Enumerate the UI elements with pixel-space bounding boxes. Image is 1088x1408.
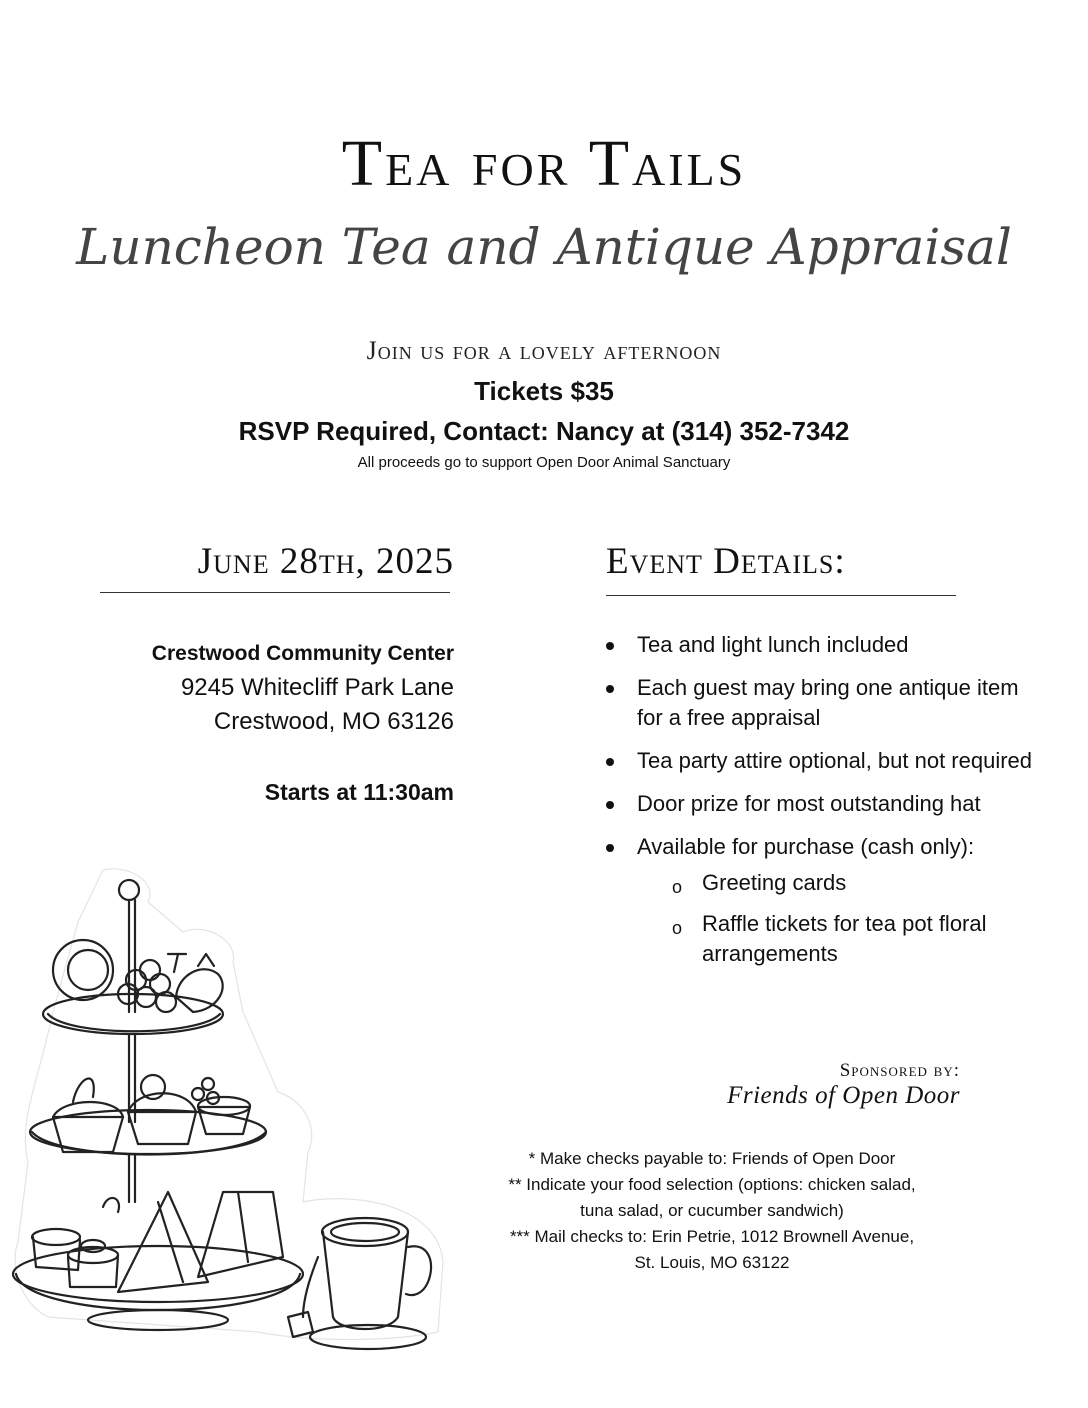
- payment-line: St. Louis, MO 63122: [634, 1253, 790, 1272]
- bullet-icon: [606, 642, 614, 650]
- sponsor-label: Sponsored by:: [839, 1060, 960, 1081]
- event-title: Tea for Tails: [341, 127, 747, 200]
- event-date: June 28th, 2025: [197, 541, 454, 582]
- event-details-heading: Event Details:: [606, 541, 846, 582]
- event-details-list: [606, 630, 1036, 980]
- payment-line: tuna salad, or cucumber sandwich): [580, 1201, 844, 1220]
- sub-list-item: [606, 909, 1036, 969]
- proceeds-note: All proceeds go to support Open Door Animal Sanctuary: [357, 454, 731, 471]
- start-time: Starts at 11:30am: [264, 779, 454, 805]
- details-divider: [606, 595, 956, 596]
- sub-item-text: Greeting cards: [702, 870, 847, 895]
- payment-line: *** Mail checks to: Erin Petrie, 1012 Brownell Avenue,: [509, 1227, 915, 1246]
- detail-text: Each guest may bring one antique item for a free appraisal: [637, 675, 1019, 730]
- list-item: [606, 630, 1036, 660]
- date-divider: [100, 592, 450, 593]
- list-item: [606, 832, 1036, 969]
- tagline: Join us for a lovely afternoon: [366, 336, 722, 365]
- address-line-1: 9245 Whitecliff Park Lane: [180, 674, 454, 701]
- venue-name: Crestwood Community Center: [151, 642, 454, 665]
- detail-text: Tea party attire optional, but not required: [637, 748, 1033, 773]
- list-item: [606, 789, 1036, 819]
- detail-text: Available for purchase (cash only):: [637, 834, 975, 859]
- bullet-icon: [606, 685, 614, 693]
- event-subtitle: Luncheon Tea and Antique Appraisal: [76, 218, 1012, 276]
- bullet-icon: [606, 758, 614, 766]
- purchase-sublist: [637, 868, 1036, 969]
- detail-text: Door prize for most outstanding hat: [637, 791, 981, 816]
- ticket-price: Tickets $35: [474, 376, 614, 406]
- address-line-2: Crestwood, MO 63126: [213, 708, 454, 735]
- payment-line: * Make checks payable to: Friends of Open Door: [528, 1149, 896, 1168]
- payment-instructions: [462, 1146, 962, 1276]
- bullet-icon: [606, 801, 614, 809]
- tea-stand-illustration-icon: [8, 862, 458, 1352]
- rsvp-contact: RSVP Required, Contact: Nancy at (314) 352-7342: [238, 416, 850, 446]
- bullet-icon: [606, 844, 614, 852]
- list-item: [606, 673, 1036, 733]
- sponsor-name: Friends of Open Door: [727, 1082, 960, 1109]
- payment-line: ** Indicate your food selection (options: chicken salad,: [508, 1175, 916, 1194]
- sub-list-item: [606, 868, 1036, 898]
- detail-text: Tea and light lunch included: [637, 632, 909, 657]
- hollow-bullet-icon: o: [672, 918, 683, 938]
- hollow-bullet-icon: o: [672, 877, 683, 897]
- sub-item-text: Raffle tickets for tea pot floral arrangements: [702, 911, 987, 966]
- list-item: [606, 746, 1036, 776]
